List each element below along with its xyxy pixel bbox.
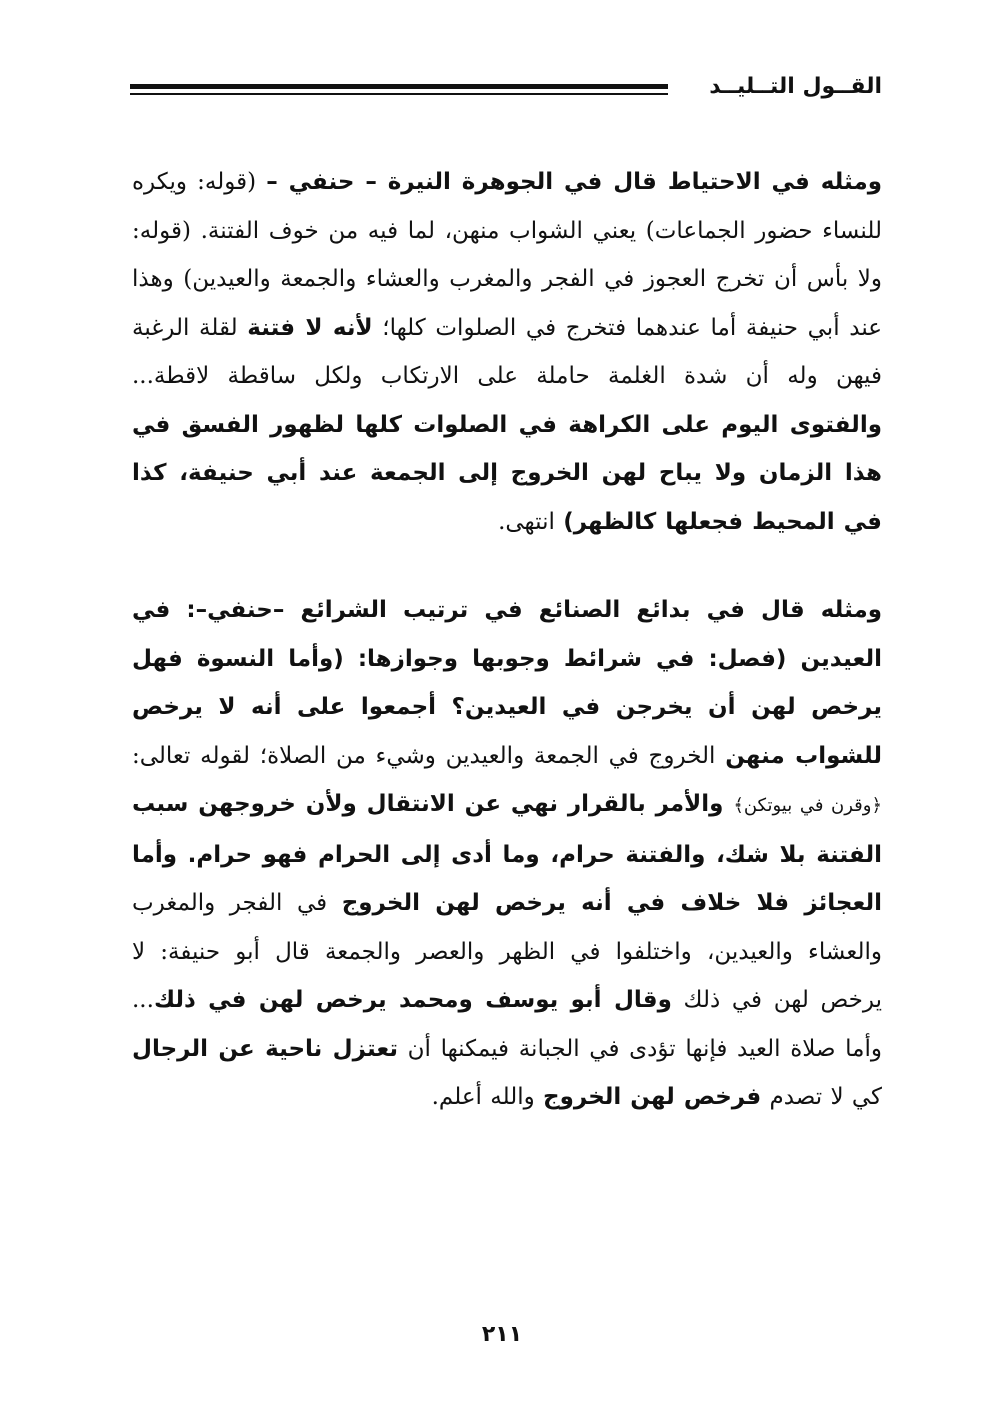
page-body bbox=[132, 158, 882, 1122]
bold-span: ومثله قال في بدائع الصنائع في ترتيب الشرائع –حنفي–: في العيدين (فصل: في شرائط وجوبها وجوازها: (وأما النسوة فهل يرخص لهن أن يخرجن في العيدين؟ أجمعوا على أنه لا يرخص للشواب منهن bbox=[132, 597, 882, 769]
bold-span: وقال أبو يوسف ومحمد يرخص لهن في ذلك bbox=[153, 987, 672, 1013]
text-span: لقلة الرغبة فيهن وله أن شدة الغلمة حاملة على الارتكاب ولكل ساقطة لاقطة... bbox=[132, 314, 882, 389]
text-span: ... وأما صلاة العيد فإنها تؤدى في الجبانة فيمكنها أن bbox=[132, 987, 882, 1062]
text-span: انتهى. bbox=[498, 508, 564, 535]
bold-span: ومثله في الاحتياط قال في الجوهرة النيرة – حنفي – bbox=[266, 169, 882, 195]
quran-verse: ﴿وقرن في بيوتكن﴾ bbox=[733, 795, 882, 816]
text-span: في الفجر والمغرب والعشاء والعيدين، واختلفوا في الظهر والعصر والجمعة قال أبو حنيفة: لا يرخص لهن في ذلك bbox=[132, 890, 882, 1013]
bold-span: لأنه لا فتنة bbox=[247, 314, 373, 341]
paragraph-jawhara bbox=[132, 158, 882, 546]
header-rule-thin bbox=[130, 93, 668, 95]
bold-span: والفتوى اليوم على الكراهة في الصلوات كلها لظهور الفسق في هذا الزمان ولا يباح لهن الخروج إلى الجمعة عند أبي حنيفة، كذا في المحيط فجعلها كالظهر) bbox=[132, 411, 882, 535]
header-rule-thick bbox=[130, 84, 668, 89]
bold-span: والأمر بالقرار نهي عن الانتقال ولأن خروجهن سبب الفتنة بلا شك، والفتنة حرام، وما أدى إلى الحرام فهو حرام. وأما العجائز فلا خلاف في أنه يرخص لهن الخروج bbox=[132, 791, 882, 916]
running-header bbox=[130, 70, 882, 110]
text-span: كي لا تصدم bbox=[761, 1084, 882, 1110]
text-span: والله أعلم. bbox=[431, 1084, 544, 1110]
paragraph-badai bbox=[132, 586, 882, 1122]
text-span: الخروج في الجمعة والعيدين وشيء من الصلاة؛ لقوله تعالى: bbox=[132, 742, 726, 769]
page-number: ٢١١ bbox=[481, 1322, 523, 1347]
bold-span: فرخص لهن الخروج bbox=[543, 1084, 762, 1110]
text-span: (قوله: ويكره للنساء حضور الجماعات) يعني الشواب منهن، لما فيه من خوف الفتنة. (قوله: ولا بأس أن تخرج العجوز في الفجر والمغرب والعشاء والجمعة والعيدين) وهذا عند أبي حنيفة أما عندهما فتخرج في الصلوات كلها؛ bbox=[132, 169, 882, 341]
bold-span: تعتزل ناحية عن الرجال bbox=[132, 1035, 398, 1062]
running-title: القــول التــليــد bbox=[709, 74, 882, 99]
